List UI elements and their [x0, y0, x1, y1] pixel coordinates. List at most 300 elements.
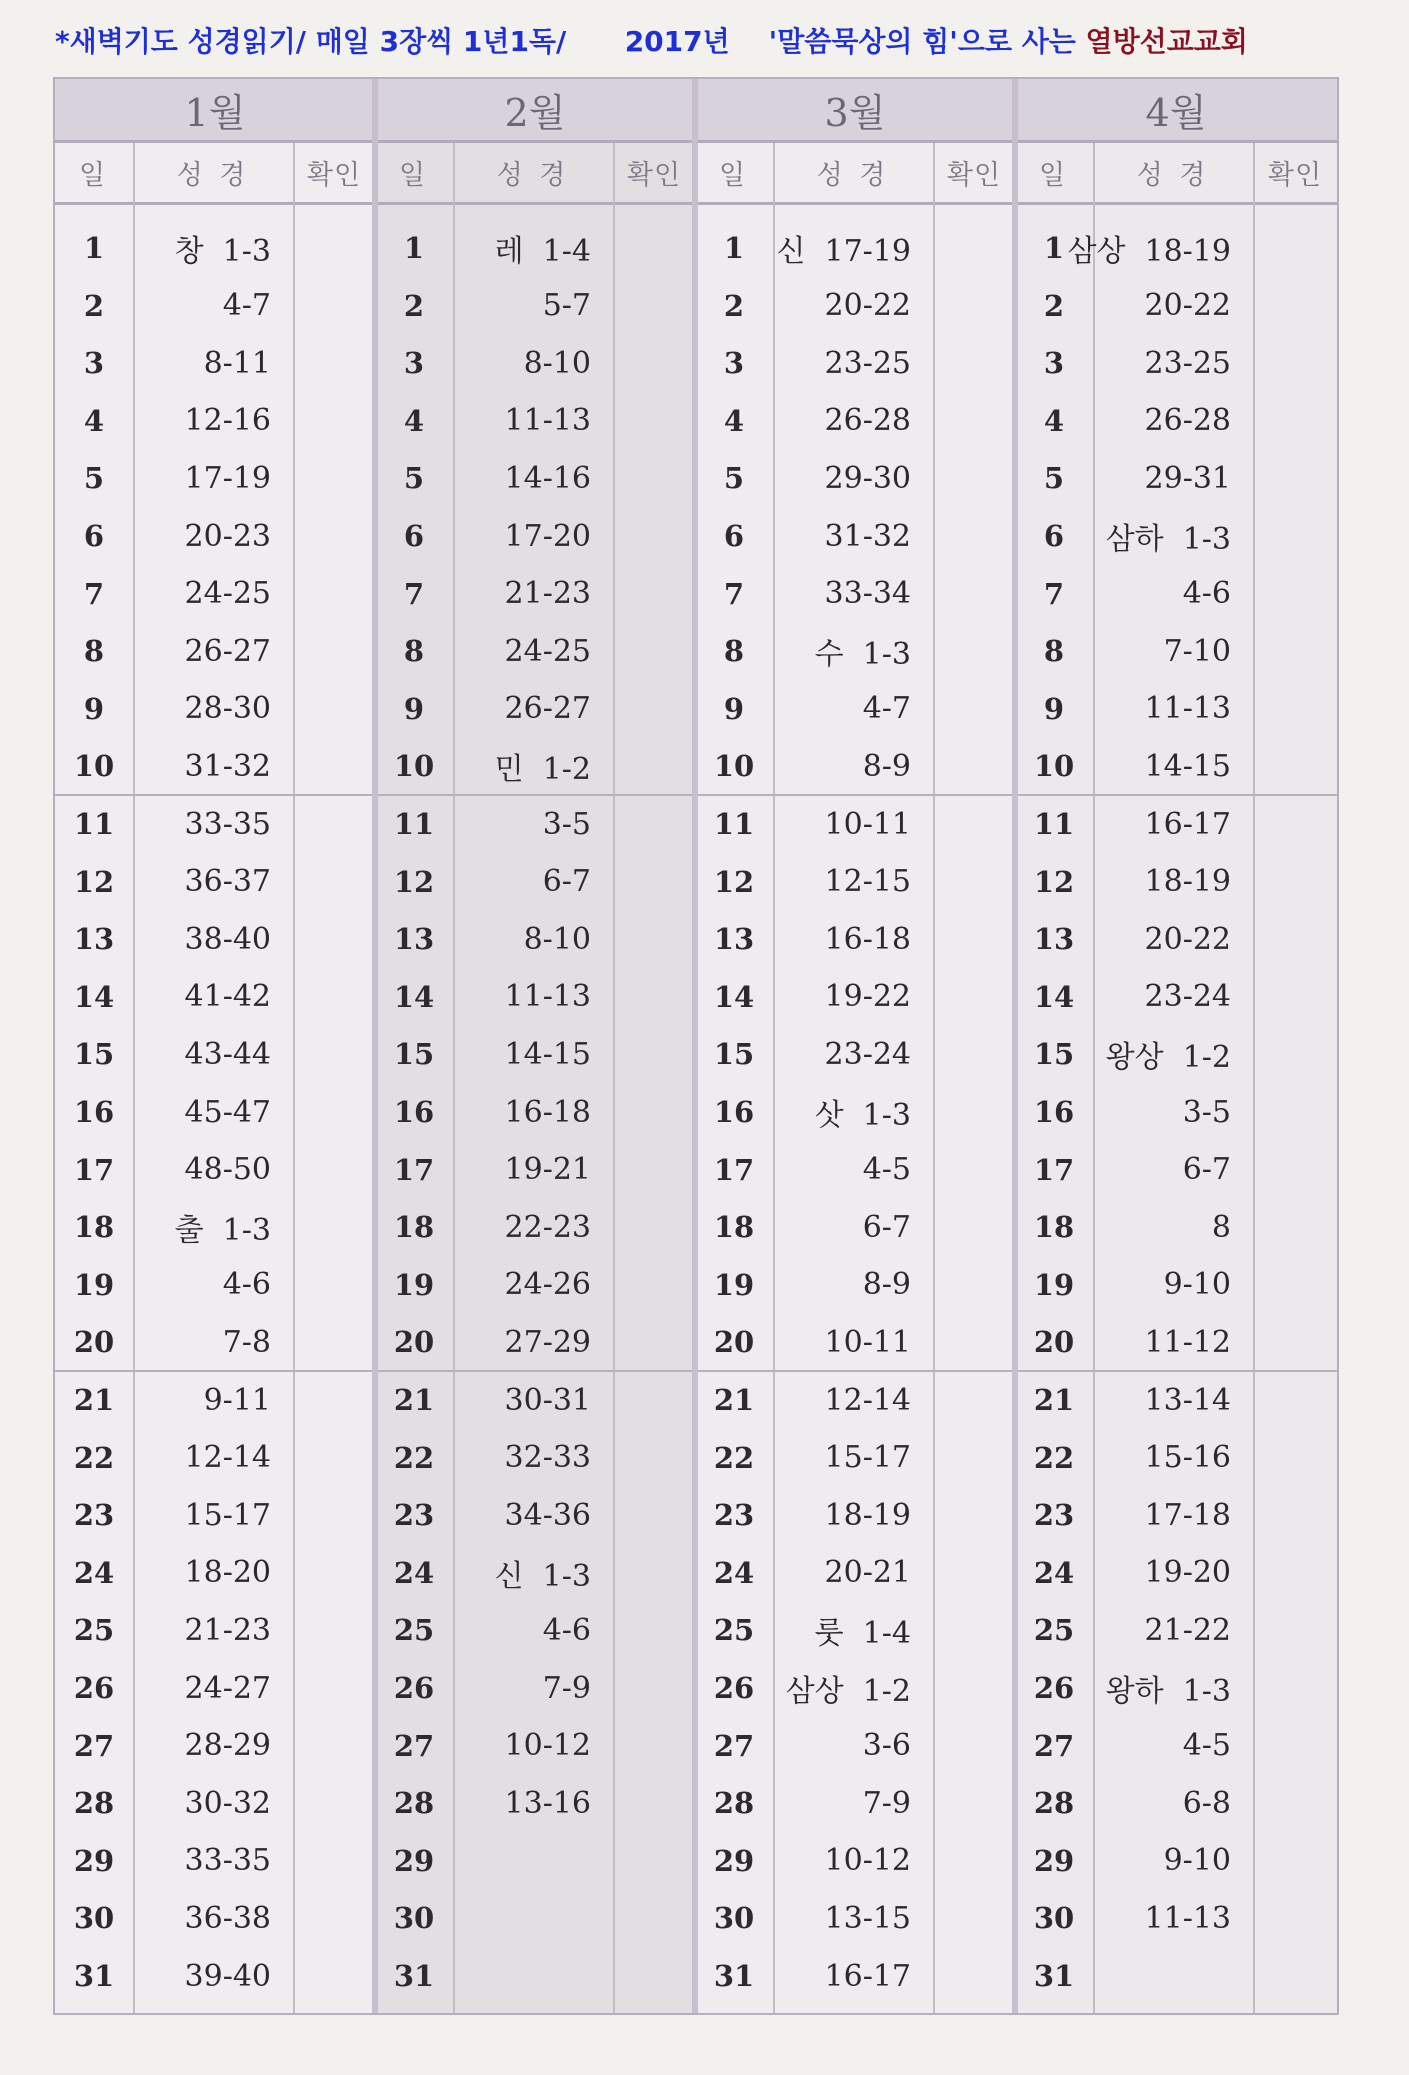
check-cell[interactable]	[1253, 853, 1337, 911]
check-cell[interactable]	[293, 392, 375, 450]
check-cell[interactable]	[613, 1256, 695, 1314]
table-row	[55, 565, 375, 623]
reading-range: 11-13	[1144, 1900, 1231, 1936]
banner-text: *새벽기도 성경읽기/ 매일 3장씩 1년1독/ 2017년 '말씀묵상의 힘'으로 사는	[55, 25, 1086, 58]
check-cell[interactable]	[1253, 1889, 1337, 1947]
check-cell[interactable]	[613, 1429, 695, 1487]
table-row	[55, 1486, 375, 1544]
check-cell[interactable]	[933, 277, 1015, 335]
reading-range: 13-16	[504, 1785, 591, 1821]
day-number: 23	[713, 1498, 755, 1533]
day-number: 26	[713, 1671, 755, 1705]
table-row	[55, 1371, 375, 1429]
table-row	[375, 795, 695, 853]
table-row	[695, 507, 1015, 565]
reading-range: 33-35	[184, 1843, 271, 1879]
table-row	[695, 1544, 1015, 1602]
check-cell[interactable]	[933, 1544, 1015, 1602]
day-number: 22	[713, 1440, 755, 1475]
check-cell[interactable]	[613, 968, 695, 1026]
table-row	[695, 680, 1015, 738]
check-cell[interactable]	[613, 1601, 695, 1659]
reading-range: 4-5	[862, 1152, 911, 1188]
check-cell[interactable]	[613, 1947, 695, 2005]
table-row	[375, 737, 695, 795]
check-cell[interactable]	[933, 392, 1015, 450]
day-number: 5	[403, 461, 425, 496]
check-cell[interactable]	[293, 1774, 375, 1832]
day-number: 19	[713, 1267, 755, 1302]
check-cell[interactable]	[293, 1198, 375, 1256]
check-cell[interactable]	[1253, 968, 1337, 1026]
check-cell[interactable]	[933, 1889, 1015, 1947]
check-cell[interactable]	[1253, 449, 1337, 507]
reading-range: 20-22	[1144, 288, 1231, 324]
header-day: 일	[398, 160, 430, 191]
reading-range: 신 1-3	[494, 1558, 591, 1594]
day-number: 20	[393, 1325, 435, 1360]
table-row	[1015, 1889, 1337, 1947]
check-cell[interactable]	[613, 1774, 695, 1832]
check-cell[interactable]	[1253, 334, 1337, 392]
day-number: 16	[393, 1095, 435, 1129]
reading-range: 27-29	[504, 1324, 591, 1360]
check-cell[interactable]	[613, 1371, 695, 1429]
check-cell[interactable]	[613, 392, 695, 450]
check-cell[interactable]	[293, 622, 375, 680]
check-cell[interactable]	[1253, 392, 1337, 450]
table-row	[695, 968, 1015, 1026]
table-row	[55, 622, 375, 680]
day-number: 8	[403, 634, 425, 669]
reading-range: 38-40	[184, 921, 271, 957]
check-cell[interactable]	[933, 1429, 1015, 1487]
check-cell[interactable]	[613, 1025, 695, 1083]
check-cell[interactable]	[1253, 1659, 1337, 1717]
check-cell[interactable]	[293, 1659, 375, 1717]
check-cell[interactable]	[613, 277, 695, 335]
reading-range: 31-32	[184, 748, 271, 784]
reading-range: 12-14	[184, 1440, 271, 1476]
table-row	[55, 507, 375, 565]
check-cell[interactable]	[293, 1371, 375, 1429]
reading-range: 4-7	[862, 691, 911, 727]
reading-range: 29-31	[1144, 460, 1231, 496]
day-number: 15	[713, 1037, 755, 1072]
check-cell[interactable]	[1253, 507, 1337, 565]
check-cell[interactable]	[933, 680, 1015, 738]
check-cell[interactable]	[1253, 737, 1337, 795]
check-cell[interactable]	[933, 1947, 1015, 2005]
table-row	[375, 1717, 695, 1775]
table-row	[375, 1601, 695, 1659]
check-cell[interactable]	[293, 1947, 375, 2005]
check-cell[interactable]	[293, 1889, 375, 1947]
check-cell[interactable]	[293, 1141, 375, 1199]
check-cell[interactable]	[1253, 1371, 1337, 1429]
table-row	[1015, 622, 1337, 680]
day-number: 14	[73, 979, 115, 1014]
table-row	[695, 392, 1015, 450]
table-row	[695, 1717, 1015, 1775]
month-divider	[1012, 79, 1018, 2013]
check-cell[interactable]	[1253, 1774, 1337, 1832]
reading-range: 6-7	[542, 864, 591, 900]
day-number: 4	[403, 403, 425, 438]
check-cell[interactable]	[613, 507, 695, 565]
table-row	[1015, 1832, 1337, 1890]
check-cell[interactable]	[1253, 1601, 1337, 1659]
table-row	[55, 1601, 375, 1659]
day-number: 10	[1033, 749, 1075, 784]
header-check: 확인	[306, 160, 362, 191]
day-number: 25	[713, 1613, 755, 1648]
check-cell[interactable]	[933, 795, 1015, 853]
day-number: 16	[713, 1095, 755, 1129]
day-number: 8	[1043, 634, 1065, 669]
reading-range: 21-22	[1144, 1612, 1231, 1648]
check-cell[interactable]	[613, 334, 695, 392]
check-cell[interactable]	[613, 219, 695, 277]
day-number: 24	[393, 1555, 435, 1590]
table-row	[55, 1717, 375, 1775]
reading-range: 수 1-3	[814, 637, 911, 673]
table-row	[695, 910, 1015, 968]
table-row	[1015, 1544, 1337, 1602]
reading-range: 24-27	[184, 1670, 271, 1706]
table-row	[55, 219, 375, 277]
check-cell[interactable]	[1253, 910, 1337, 968]
check-cell[interactable]	[1253, 219, 1337, 277]
day-number: 21	[73, 1383, 115, 1417]
check-cell[interactable]	[613, 1717, 695, 1775]
header-day: 일	[78, 160, 110, 191]
header-day: 일	[718, 160, 750, 191]
table-row	[375, 1429, 695, 1487]
reading-range: 16-18	[504, 1094, 591, 1130]
table-row	[1015, 910, 1337, 968]
reading-range: 22-23	[504, 1209, 591, 1245]
check-cell[interactable]	[293, 449, 375, 507]
day-number: 31	[713, 1959, 755, 1993]
table-row	[375, 1256, 695, 1314]
reading-range: 23-25	[824, 345, 911, 381]
check-cell[interactable]	[933, 1774, 1015, 1832]
check-cell[interactable]	[933, 507, 1015, 565]
reading-range: 34-36	[504, 1497, 591, 1533]
day-number: 3	[83, 346, 105, 381]
table-row	[55, 1198, 375, 1256]
table-row	[375, 1025, 695, 1083]
table-row	[375, 1198, 695, 1256]
reading-range: 48-50	[184, 1152, 271, 1188]
church-name: 열방선교교회	[1085, 25, 1248, 58]
reading-range: 3-5	[542, 806, 591, 842]
check-cell[interactable]	[293, 1083, 375, 1141]
check-cell[interactable]	[613, 1659, 695, 1717]
check-cell[interactable]	[1253, 1256, 1337, 1314]
day-number: 24	[1033, 1555, 1075, 1590]
reading-range: 삼상 18-19	[1067, 234, 1231, 269]
check-cell[interactable]	[613, 795, 695, 853]
day-number: 1	[403, 231, 425, 265]
table-row	[695, 565, 1015, 623]
check-cell[interactable]	[293, 1486, 375, 1544]
check-cell[interactable]	[613, 449, 695, 507]
reading-range: 민 1-2	[494, 752, 591, 788]
day-number: 20	[73, 1325, 115, 1360]
month-title: 4월	[1015, 79, 1337, 143]
check-cell[interactable]	[1253, 1486, 1337, 1544]
reading-range: 41-42	[184, 979, 271, 1015]
day-number: 1	[1043, 231, 1065, 265]
check-cell[interactable]	[613, 910, 695, 968]
table-row	[695, 737, 1015, 795]
check-cell[interactable]	[613, 1313, 695, 1371]
day-number: 6	[723, 519, 745, 553]
table-row	[1015, 1371, 1337, 1429]
check-cell[interactable]	[933, 1601, 1015, 1659]
day-number: 10	[713, 749, 755, 784]
check-cell[interactable]	[933, 1717, 1015, 1775]
check-cell[interactable]	[293, 334, 375, 392]
reading-range: 28-29	[184, 1728, 271, 1764]
month-column-3	[695, 79, 1015, 2013]
check-cell[interactable]	[1253, 1947, 1337, 2005]
page-banner	[55, 14, 1248, 66]
check-cell[interactable]	[933, 1832, 1015, 1890]
table-row	[1015, 1313, 1337, 1371]
check-cell[interactable]	[1253, 1313, 1337, 1371]
day-number: 7	[1043, 576, 1065, 611]
table-row	[375, 277, 695, 335]
check-cell[interactable]	[933, 565, 1015, 623]
table-row	[55, 1947, 375, 2005]
check-cell[interactable]	[933, 737, 1015, 795]
reading-range: 23-24	[824, 1036, 911, 1072]
check-cell[interactable]	[293, 968, 375, 1026]
check-cell[interactable]	[293, 1717, 375, 1775]
check-cell[interactable]	[1253, 1429, 1337, 1487]
reading-range: 19-21	[504, 1152, 591, 1188]
reading-range: 17-18	[1144, 1497, 1231, 1533]
check-cell[interactable]	[933, 1083, 1015, 1141]
check-cell[interactable]	[613, 853, 695, 911]
check-cell[interactable]	[1253, 1083, 1337, 1141]
check-cell[interactable]	[933, 1659, 1015, 1717]
check-cell[interactable]	[1253, 622, 1337, 680]
check-cell[interactable]	[1253, 1025, 1337, 1083]
check-cell[interactable]	[613, 1198, 695, 1256]
column-headers	[55, 143, 375, 205]
day-number: 22	[393, 1440, 435, 1475]
day-number: 11	[713, 807, 755, 841]
check-cell[interactable]	[1253, 1198, 1337, 1256]
check-cell[interactable]	[293, 1025, 375, 1083]
day-number: 22	[73, 1440, 115, 1475]
check-cell[interactable]	[933, 622, 1015, 680]
reading-range: 18-20	[184, 1555, 271, 1591]
day-number: 8	[723, 634, 745, 669]
day-number: 9	[403, 691, 425, 726]
check-cell[interactable]	[613, 1083, 695, 1141]
reading-range: 12-16	[184, 403, 271, 439]
table-row	[695, 1947, 1015, 2005]
table-row	[375, 1486, 695, 1544]
month-column-2	[375, 79, 695, 2013]
check-cell[interactable]	[293, 1256, 375, 1314]
day-number: 30	[73, 1901, 115, 1936]
check-cell[interactable]	[293, 680, 375, 738]
day-number: 17	[73, 1152, 115, 1187]
check-cell[interactable]	[933, 1256, 1015, 1314]
check-cell[interactable]	[613, 565, 695, 623]
check-cell[interactable]	[933, 449, 1015, 507]
day-number: 3	[1043, 346, 1065, 381]
reading-range: 7-8	[222, 1324, 271, 1360]
table-row	[375, 968, 695, 1026]
check-cell[interactable]	[613, 1832, 695, 1890]
header-reading: 성 경	[176, 160, 250, 191]
reading-range: 11-13	[504, 979, 591, 1015]
reading-range: 9-11	[203, 1382, 271, 1418]
day-number: 10	[393, 749, 435, 784]
day-number: 11	[393, 807, 435, 841]
reading-range: 36-38	[184, 1900, 271, 1936]
reading-range: 31-32	[824, 518, 911, 554]
check-cell[interactable]	[613, 1544, 695, 1602]
check-cell[interactable]	[933, 1025, 1015, 1083]
table-row	[695, 277, 1015, 335]
check-cell[interactable]	[1253, 795, 1337, 853]
table-row	[55, 1083, 375, 1141]
reading-range: 6-7	[862, 1209, 911, 1245]
check-cell[interactable]	[933, 910, 1015, 968]
day-number: 27	[713, 1728, 755, 1763]
check-cell[interactable]	[1253, 1832, 1337, 1890]
day-number: 27	[73, 1728, 115, 1763]
check-cell[interactable]	[293, 507, 375, 565]
reading-range: 19-20	[1144, 1555, 1231, 1591]
check-cell[interactable]	[933, 853, 1015, 911]
column-headers	[375, 143, 695, 205]
table-row	[1015, 1429, 1337, 1487]
table-row	[55, 1313, 375, 1371]
check-cell[interactable]	[293, 565, 375, 623]
check-cell[interactable]	[293, 1601, 375, 1659]
day-number: 13	[73, 922, 115, 957]
reading-range: 삼하 1-3	[1105, 522, 1231, 557]
check-cell[interactable]	[933, 968, 1015, 1026]
table-row	[55, 449, 375, 507]
check-cell[interactable]	[933, 1486, 1015, 1544]
check-cell[interactable]	[613, 622, 695, 680]
check-cell[interactable]	[1253, 1544, 1337, 1602]
reading-range: 21-23	[504, 576, 591, 612]
table-row	[375, 1313, 695, 1371]
check-cell[interactable]	[933, 334, 1015, 392]
check-cell[interactable]	[933, 1198, 1015, 1256]
check-cell[interactable]	[293, 1544, 375, 1602]
check-cell[interactable]	[293, 277, 375, 335]
reading-range: 26-27	[184, 633, 271, 669]
check-cell[interactable]	[293, 1832, 375, 1890]
header-check: 확인	[626, 160, 682, 191]
table-row	[695, 1889, 1015, 1947]
check-cell[interactable]	[1253, 1141, 1337, 1199]
check-cell[interactable]	[613, 737, 695, 795]
check-cell[interactable]	[293, 795, 375, 853]
day-number: 6	[1043, 519, 1065, 553]
check-cell[interactable]	[613, 1141, 695, 1199]
day-number: 27	[1033, 1728, 1075, 1763]
table-row	[55, 853, 375, 911]
check-cell[interactable]	[293, 219, 375, 277]
table-row	[55, 910, 375, 968]
check-cell[interactable]	[933, 1141, 1015, 1199]
check-cell[interactable]	[613, 1889, 695, 1947]
check-cell[interactable]	[293, 853, 375, 911]
day-number: 28	[1033, 1786, 1075, 1821]
month-title: 2월	[375, 79, 695, 143]
check-cell[interactable]	[1253, 680, 1337, 738]
table-row	[1015, 680, 1337, 738]
table-row	[695, 1256, 1015, 1314]
reading-range: 12-15	[824, 864, 911, 900]
day-number: 31	[393, 1959, 435, 1993]
reading-range: 4-6	[542, 1612, 591, 1648]
table-row	[695, 1659, 1015, 1717]
table-row	[55, 334, 375, 392]
check-cell[interactable]	[293, 910, 375, 968]
reading-range: 8	[1211, 1209, 1231, 1245]
check-cell[interactable]	[933, 219, 1015, 277]
day-number: 13	[1033, 922, 1075, 957]
table-row	[1015, 507, 1337, 565]
day-number: 15	[1033, 1037, 1075, 1072]
check-cell[interactable]	[1253, 277, 1337, 335]
month-divider	[692, 79, 698, 2013]
check-cell[interactable]	[613, 1486, 695, 1544]
check-cell[interactable]	[613, 680, 695, 738]
check-cell[interactable]	[293, 737, 375, 795]
check-cell[interactable]	[1253, 1717, 1337, 1775]
reading-range: 창 1-3	[174, 234, 271, 269]
check-cell[interactable]	[933, 1313, 1015, 1371]
day-number: 14	[393, 979, 435, 1014]
check-cell[interactable]	[933, 1371, 1015, 1429]
reading-range: 18-19	[824, 1497, 911, 1533]
table-row	[695, 795, 1015, 853]
table-row	[375, 1141, 695, 1199]
header-reading: 성 경	[816, 160, 890, 191]
check-cell[interactable]	[293, 1313, 375, 1371]
table-row	[375, 853, 695, 911]
reading-range: 23-25	[1144, 345, 1231, 381]
day-number: 10	[73, 749, 115, 784]
table-row	[695, 334, 1015, 392]
day-number: 20	[1033, 1325, 1075, 1360]
day-number: 27	[393, 1728, 435, 1763]
month-divider	[372, 79, 378, 2013]
table-row	[695, 1025, 1015, 1083]
reading-range: 18-19	[1144, 864, 1231, 900]
table-row	[695, 1313, 1015, 1371]
day-number: 17	[393, 1152, 435, 1187]
check-cell[interactable]	[1253, 565, 1337, 623]
reading-range: 16-17	[1144, 806, 1231, 842]
check-cell[interactable]	[293, 1429, 375, 1487]
